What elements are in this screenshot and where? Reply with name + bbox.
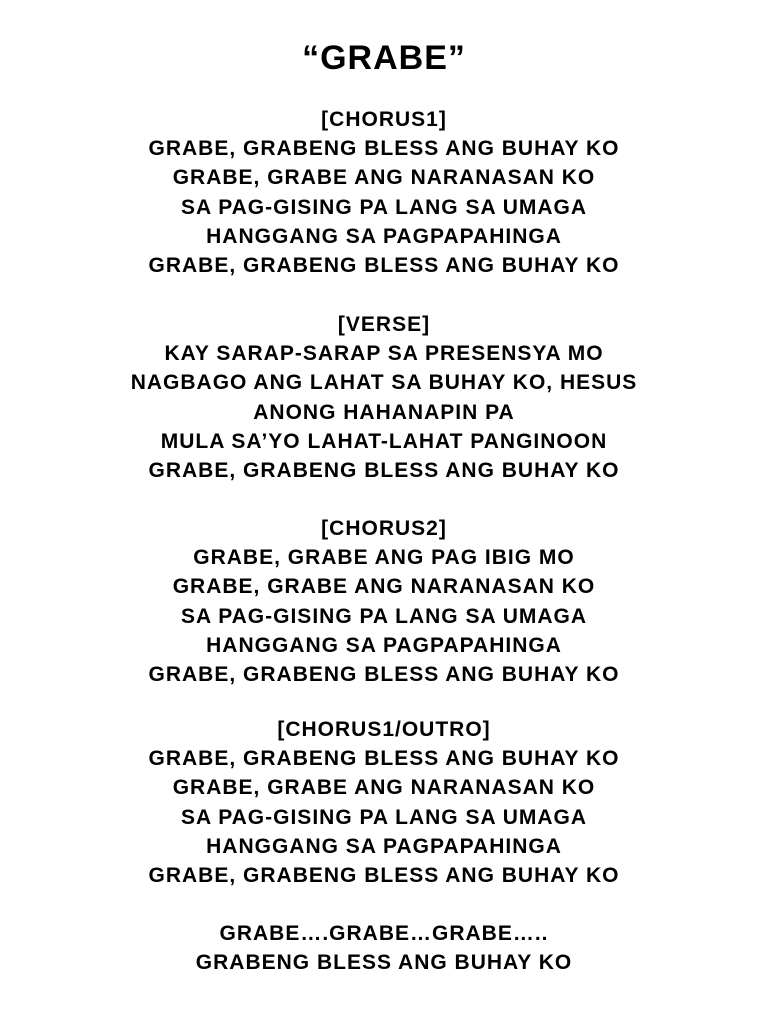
lyric-line: HANGGANG SA PAGPAPAHINGA (206, 633, 562, 657)
lyric-line: NAGBAGO ANG LAHAT SA BUHAY KO, HESUS (130, 371, 638, 395)
section-header: [CHORUS1] (321, 108, 447, 131)
song-title: “GRABE” (302, 39, 466, 77)
lyric-line: GRABE, GRABENG BLESS ANG BUHAY KO (148, 863, 620, 887)
lyric-line: HANGGANG SA PAGPAPAHINGA (206, 224, 562, 248)
section-outro (0, 715, 768, 890)
lyric-line: GRABENG BLESS ANG BUHAY KO (195, 951, 573, 975)
section-verse (0, 310, 768, 485)
lyric-line: GRABE, GRABE ANG NARANASAN KO (172, 776, 596, 800)
lyric-line: GRABE, GRABE ANG NARANASAN KO (172, 575, 596, 599)
lyric-line: GRABE, GRABENG BLESS ANG BUHAY KO (148, 747, 620, 771)
section-chorus2 (0, 514, 768, 689)
section-ending (0, 919, 768, 977)
section-header: [CHORUS1/OUTRO] (277, 718, 491, 741)
section-header: [VERSE] (337, 313, 431, 336)
lyric-line: ANONG HAHANAPIN PA (253, 400, 515, 424)
lyric-line: GRABE, GRABE ANG PAG IBIG MO (193, 546, 575, 570)
lyric-line: GRABE….GRABE…GRABE….. (219, 922, 549, 945)
lyric-line: SA PAG-GISING PA LANG SA UMAGA (180, 195, 588, 219)
section-chorus1 (0, 105, 768, 280)
lyric-line: SA PAG-GISING PA LANG SA UMAGA (180, 805, 588, 829)
lyric-line: SA PAG-GISING PA LANG SA UMAGA (180, 604, 588, 628)
lyric-line: MULA SA’YO LAHAT-LAHAT PANGINOON (160, 429, 608, 453)
section-header: [CHORUS2] (321, 517, 447, 540)
lyric-line: GRABE, GRABE ANG NARANASAN KO (172, 166, 596, 190)
lyric-line: GRABE, GRABENG BLESS ANG BUHAY KO (148, 253, 620, 277)
lyric-line: GRABE, GRABENG BLESS ANG BUHAY KO (148, 137, 620, 161)
lyric-line: HANGGANG SA PAGPAPAHINGA (206, 834, 562, 858)
lyric-line: GRABE, GRABENG BLESS ANG BUHAY KO (148, 662, 620, 686)
lyric-line: GRABE, GRABENG BLESS ANG BUHAY KO (148, 458, 620, 482)
lyric-line: KAY SARAP-SARAP SA PRESENSYA MO (164, 342, 604, 366)
